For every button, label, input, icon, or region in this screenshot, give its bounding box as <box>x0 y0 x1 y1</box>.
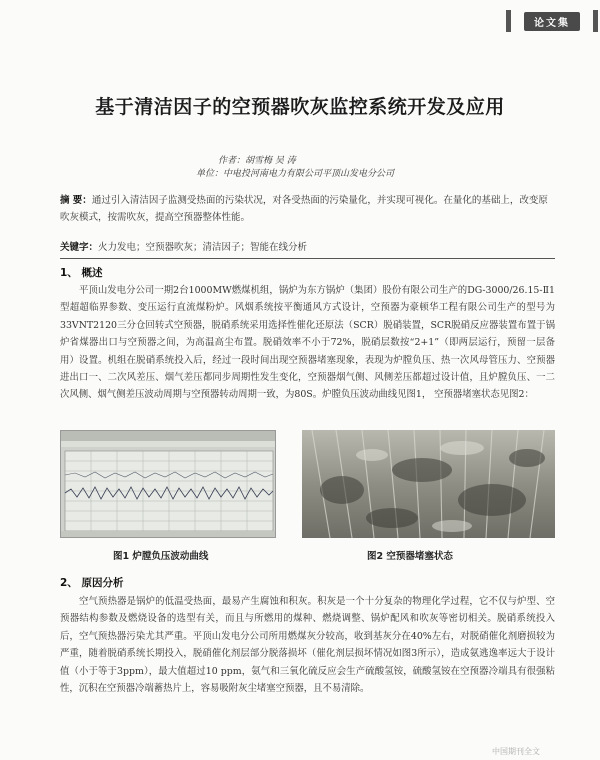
paper-title: 基于清洁因子的空预器吹灰监控系统开发及应用 <box>95 96 505 118</box>
figure-1-image <box>60 430 276 538</box>
figure-1-caption: 图1 炉膛负压波动曲线 <box>113 551 209 562</box>
section1-body: 平顶山发电分公司一期2台1000MW燃煤机组，锅炉为东方锅炉（集团）股份有限公司生产的DG-3000/26.15-Ⅱ1型超超临界参数、变压运行直流煤粉炉。风烟系统按平衡通风方式设计，空预器为豪顿华工程有限公司生产的型号为33VNT2120三分仓回转式空预器，脱硝系统采用选择性催化还原法（SCR）脱硝装置，SCR脱硝反应器装置布置于锅炉省煤器出口与空预器之间，为高温高尘布置。脱硝效率不小于72%，脱硝层数按“2+1”（即两层运行，预留一层备用）设置。机组在脱硝系统投入后，经过一段时间出现空预器堵塞现象，表现为炉膛负压、热一次风母管压力、空预器进出口一、二次风差压、烟气差压都同步周期性发生变化，空预器烟气侧、风侧差压都超过设计值，且炉膛负压、一二次风侧、烟气侧差压波动周期与空预器转动周期一致，为80S。炉膛负压波动曲线见图1， 空预器堵塞状态见图2： <box>60 285 555 401</box>
section-badge: 论文集 <box>524 12 580 31</box>
affiliation: 单位：中电投河南电力有限公司平顶山发电分公司 <box>196 169 395 179</box>
footer-watermark: 中国期刊全文 <box>492 747 540 756</box>
abstract-text: 通过引入清洁因子监测受热面的污染状况，对各受热面的污染量化，并实现可视化。在量化的基础上，改变原吹灰模式，按需吹灰，提高空预器整体性能。 <box>60 195 548 223</box>
divider <box>60 258 555 259</box>
section-tag <box>512 10 592 32</box>
keywords <box>60 239 555 253</box>
section2-body: 空气预热器是锅炉的低温受热面，最易产生腐蚀和积灰。积灰是一个十分复杂的物理化学过程，它不仅与炉型、空预器结构参数及燃烧设备的选型有关，而且与所燃用的煤种、燃烧调整、锅炉配风和吹灰等密切相关。脱硝系统投入后，空气预热器污染尤其严重。平顶山发电分公司所用燃煤灰分较高，收到基灰分在40%左右，对脱硝催化剂磨损较为严重，随着脱硝系统长期投入，脱硝催化剂层部分脱落损坏（催化剂层损坏情况如图3所示），造成氨逃逸率远大于设计值（小于等于3ppm），最大值超过10 ppm，氨气和三氧化硫反应会生产硫酸氢铵，硫酸氢铵在空预器冷端具有很强粘性，沉积在空预器冷端蓄热片上，容易吸附灰尘堵塞空预器，且不易清除。 <box>60 596 555 695</box>
figure-2-caption: 图2 空预器堵塞状态 <box>367 551 453 562</box>
tag-stripe-left <box>506 10 511 32</box>
tag-stripe-right <box>593 10 598 32</box>
keywords-text: 火力发电；空预器吹灰；清洁因子；智能在线分析 <box>98 242 308 253</box>
pressure-curve-graphic <box>61 431 276 538</box>
clogged-preheater-photo <box>302 430 555 538</box>
authors: 作者：胡雪梅 吴 涛 <box>218 156 296 166</box>
abstract-label: 摘 要： <box>60 195 92 206</box>
section1-heading: 1、 概述 <box>60 267 103 279</box>
section2-heading: 2、 原因分析 <box>60 577 124 589</box>
keywords-label: 关键字： <box>60 242 99 253</box>
figure-2-image <box>302 430 555 538</box>
abstract <box>60 192 555 226</box>
